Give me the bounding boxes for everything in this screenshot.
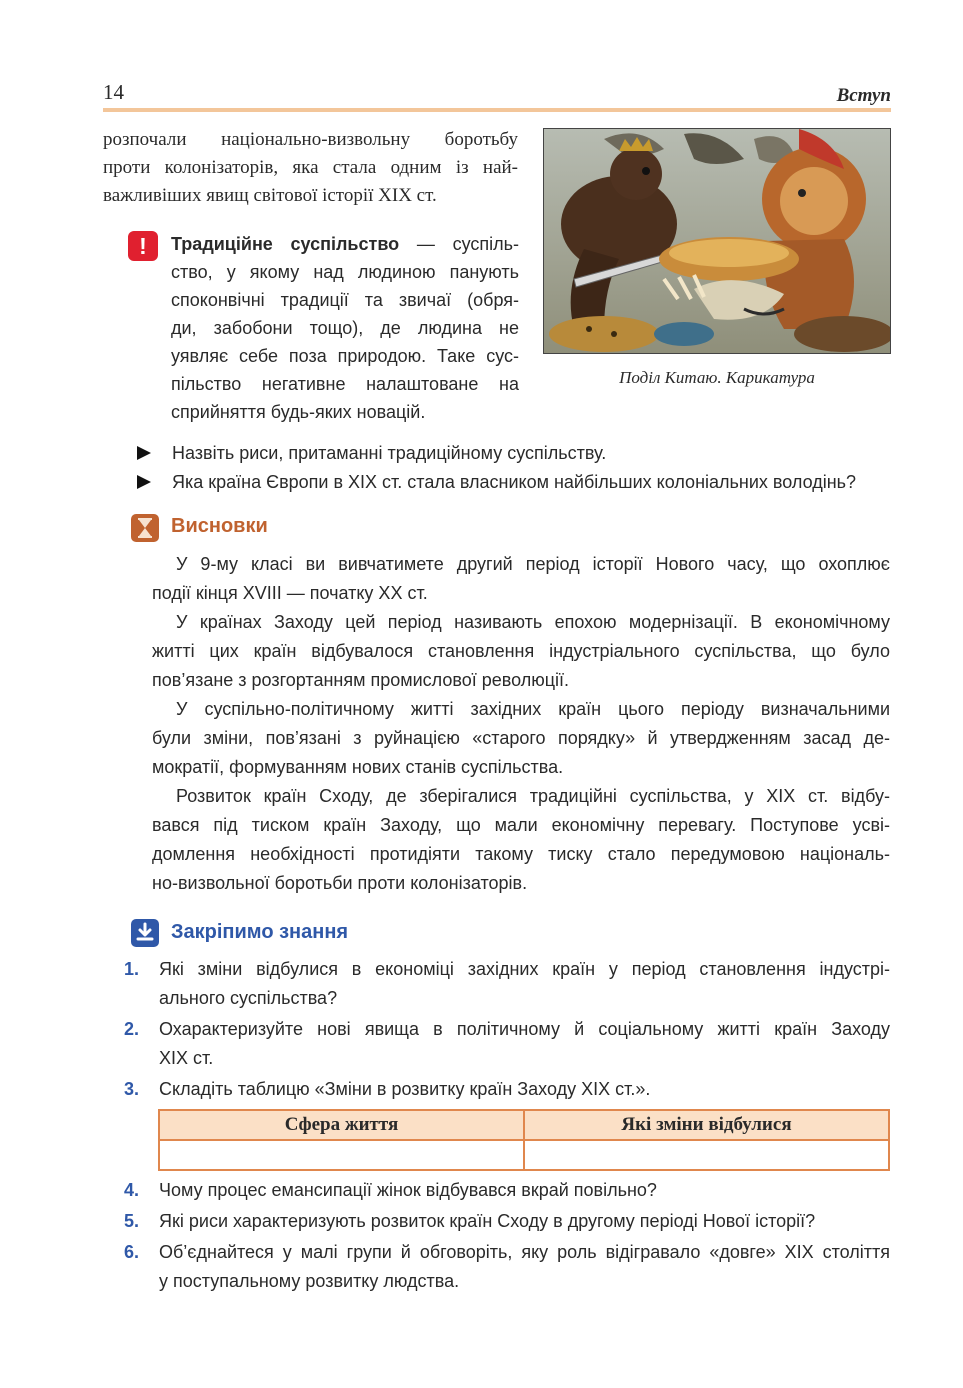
conclusions-line: вався під тиском країн Заходу, що мали економічну перевагу. Поступове усві-: [152, 815, 890, 835]
download-icon: [131, 919, 159, 947]
definition-line: уявляє себе поза природою. Таке сус-: [171, 346, 519, 366]
task-line: ального суспільства?: [159, 988, 338, 1008]
conclusions-line: були зміни, пов’язані з руйнацією «старого порядку» й утвердженням засад де-: [152, 728, 890, 748]
section-title: Вступ: [836, 85, 891, 106]
table-header-row: [159, 1110, 889, 1140]
task-number: 6.: [124, 1242, 140, 1262]
task-number: 1.: [124, 959, 140, 979]
task-item: [124, 1015, 890, 1073]
task-line: Які риси характеризують розвиток країн Сходу в другому періоді Нової історії?: [159, 1211, 816, 1231]
conclusions-line: но-визвольної боротьби проти колонізаторів.: [152, 873, 528, 893]
conclusions-line: мократії, формуванням нових станів суспільства.: [152, 757, 564, 777]
definition-term: Традиційне суспільство: [171, 234, 400, 254]
reinforce-title: Закріпимо знання: [171, 921, 349, 943]
definition-block: [171, 230, 519, 426]
conclusions-line: Розвиток країн Сходу, де зберігалися традиційні суспільства, у XIX ст. відбу-: [176, 786, 890, 806]
task-line: Чому процес емансипації жінок відбувався вкрай повільно?: [159, 1180, 657, 1200]
definition-line: сприйняття будь-яких новацій.: [171, 402, 426, 422]
caricature-image: [543, 128, 891, 354]
table-cell[interactable]: [159, 1140, 524, 1170]
table-header-cell: Сфера життя: [159, 1110, 524, 1140]
question-text: Яка країна Європи в XIX ст. стала власником найбільших колоніальних володінь?: [172, 472, 857, 492]
exclamation-icon: !: [128, 231, 158, 261]
triangle-bullet-icon: [137, 446, 151, 460]
intro-paragraph: [103, 126, 518, 210]
changes-table: [158, 1109, 890, 1171]
question-item: [137, 443, 606, 464]
task-line: XIX ст.: [159, 1048, 214, 1068]
task-number: 2.: [124, 1019, 140, 1039]
table-row: [159, 1140, 889, 1170]
table-cell[interactable]: [524, 1140, 889, 1170]
definition-line: ди, забобони тощо), де людина не: [171, 318, 519, 338]
table-header-cell: Які зміни відбулися: [524, 1110, 889, 1140]
task-line: Охарактеризуйте нові явища в політичному й соціальному житті країн Заходу: [159, 1019, 890, 1039]
definition-line: споконвічні традиції та звичаї (обря-: [171, 290, 519, 310]
task-item: [124, 1075, 890, 1104]
conclusions-line: житті цих країн відбувалося становлення індустріального суспільства, що було: [152, 641, 890, 661]
definition-line: пільство негативне налаштоване на: [171, 374, 519, 394]
caricature-illustration: [544, 129, 890, 353]
intro-line: важливіших явищ світової історії XIX ст.: [103, 185, 437, 206]
conclusions-text: [152, 550, 890, 898]
page-number: 14: [103, 80, 124, 104]
definition-text: — суспіль-: [399, 234, 520, 254]
conclusions-line: У 9-му класі ви вивчатимете другий період історії Нового часу, що охоплює: [176, 554, 890, 574]
conclusions-line: У країнах Заходу цей період називають епохою модернізації. В економічному: [176, 612, 890, 632]
header-divider: [103, 108, 891, 112]
task-line: Об’єднайтеся у малі групи й обговоріть, яку роль відігравало «довге» XIX століття: [159, 1242, 890, 1262]
triangle-bullet-icon: [137, 475, 151, 489]
intro-line: проти колонізаторів, яка стала одним із най-: [103, 157, 518, 178]
task-number: 4.: [124, 1180, 140, 1200]
intro-line: розпочали національно-визвольну боротьбу: [103, 129, 518, 150]
conclusions-line: У суспільно-політичному житті західних країн цього періоду визначальними: [176, 699, 890, 719]
task-item: [124, 1176, 890, 1205]
image-caption: Поділ Китаю. Карикатура: [619, 368, 815, 387]
hourglass-icon: [131, 514, 159, 542]
task-line: Які зміни відбулися в економіці західних країн у період становлення індустрі-: [159, 959, 890, 979]
task-line: у поступальному розвитку людства.: [159, 1271, 460, 1291]
question-text: Назвіть риси, притаманні традиційному суспільству.: [172, 443, 607, 463]
task-number: 5.: [124, 1211, 140, 1231]
task-item: [124, 1207, 890, 1236]
question-item: [137, 472, 856, 493]
task-number: 3.: [124, 1079, 140, 1099]
conclusions-line: домлення необхідності протидіяти такому тиску стало передумовою національ-: [152, 844, 890, 864]
task-item: [124, 955, 890, 1013]
conclusions-line: події кінця XVIII — початку XX ст.: [152, 583, 428, 603]
definition-first-line: [171, 230, 519, 258]
conclusions-title: Висновки: [171, 515, 268, 537]
task-item: [124, 1238, 890, 1296]
task-line: Складіть таблицю «Зміни в розвитку країн Заходу XIX ст.».: [159, 1079, 651, 1099]
definition-line: ство, у якому над людиною панують: [171, 262, 519, 282]
conclusions-line: пов’язане з розгортанням промислової революції.: [152, 670, 570, 690]
